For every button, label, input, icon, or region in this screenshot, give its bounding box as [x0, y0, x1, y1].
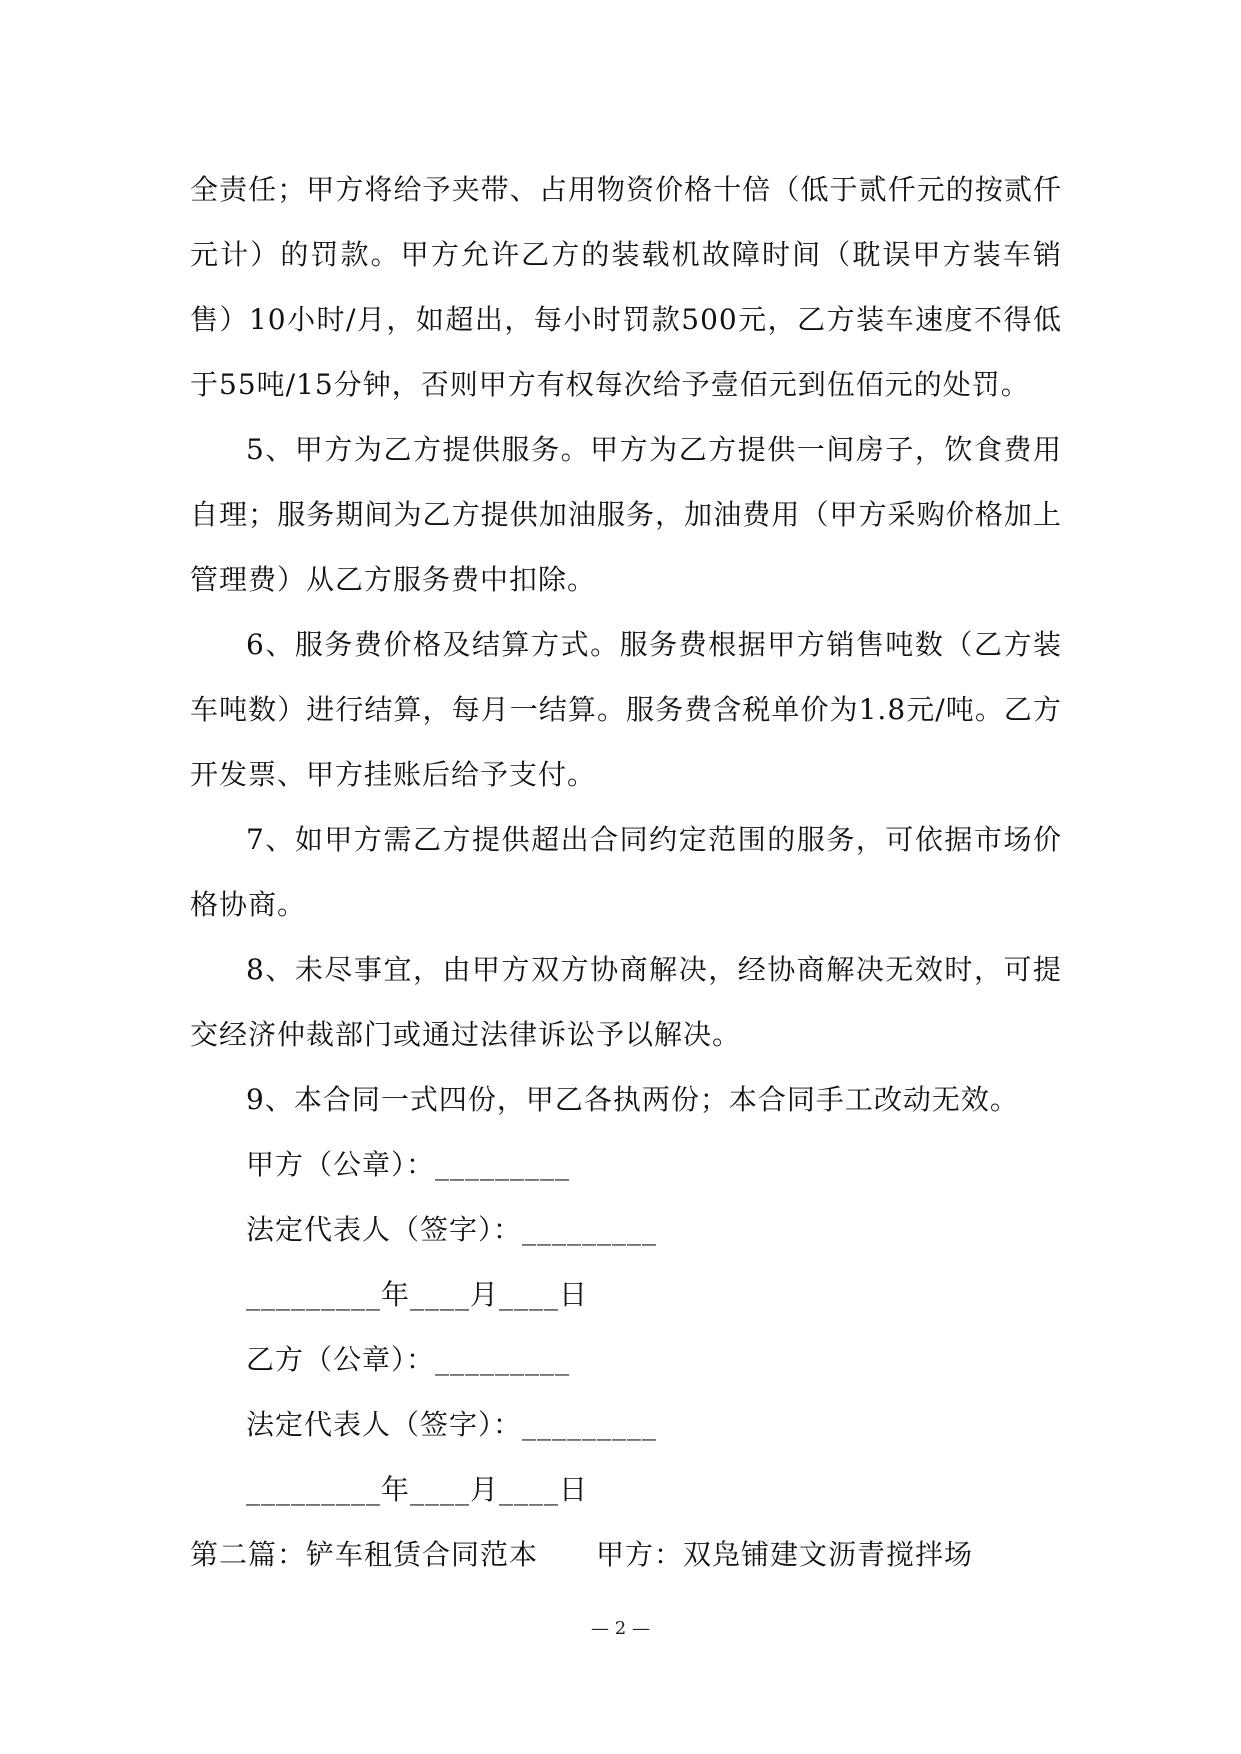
second-section-heading: 第二篇：铲车租赁合同范本 甲方：双凫铺建文沥青搅拌场	[190, 1538, 974, 1571]
party-a-date-line: _________年____月____日	[246, 1278, 589, 1311]
paragraph-continuation: 全责任；甲方将给予夹带、占用物资价格十倍（低于贰仟元的按贰仟元计）的罚款。甲方允许乙方的装载机故障时间（耽误甲方装车销售）10小时/月，如超出，每小时罚款500元，乙方装车速度不得低于55吨/15分钟，否则甲方有权每次给予壹佰元到伍佰元的处罚。	[190, 173, 1062, 401]
party-a-representative-line: 法定代表人（签字）：_________	[246, 1213, 658, 1246]
party-a-seal-line: 甲方（公章）：_________	[246, 1148, 571, 1181]
document-body	[190, 157, 1062, 1587]
party-b-date-line: _________年____月____日	[246, 1473, 589, 1506]
paragraph-clause-5: 5、甲方为乙方提供服务。甲方为乙方提供一间房子，饮食费用自理；服务期间为乙方提供加油服务，加油费用（甲方采购价格加上管理费）从乙方服务费中扣除。	[190, 433, 1062, 596]
page-number: — 2 —	[591, 1618, 650, 1639]
paragraph-clause-8: 8、未尽事宜，由甲方双方协商解决，经协商解决无效时，可提交经济仲裁部门或通过法律诉讼予以解决。	[190, 953, 1062, 1051]
party-b-seal-line: 乙方（公章）：_________	[246, 1343, 571, 1376]
paragraph-clause-7: 7、如甲方需乙方提供超出合同约定范围的服务，可依据市场价格协商。	[190, 823, 1062, 921]
paragraph-clause-9: 9、本合同一式四份，甲乙各执两份；本合同手工改动无效。	[246, 1083, 1019, 1116]
party-b-representative-line: 法定代表人（签字）：_________	[246, 1408, 658, 1441]
paragraph-clause-6: 6、服务费价格及结算方式。服务费根据甲方销售吨数（乙方装车吨数）进行结算，每月一结算。服务费含税单价为1.8元/吨。乙方开发票、甲方挂账后给予支付。	[190, 628, 1062, 791]
